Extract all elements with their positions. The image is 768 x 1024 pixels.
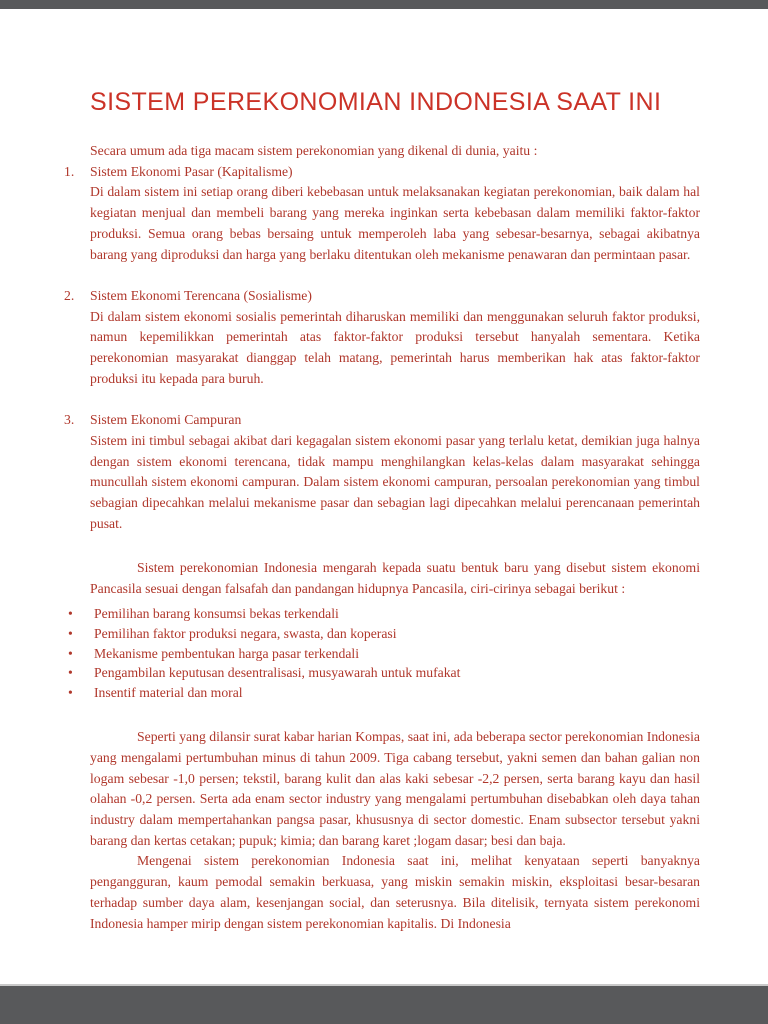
item-number: 2. (64, 287, 75, 303)
item-body: Di dalam sistem ini setiap orang diberi kebebasan untuk melaksanakan kegiatan perekonomian, baik dalam hal kegiatan menjual dan membeli barang yang mereka inginkan serta kebebasan dalam memiliki faktor-faktor produksi. Semua orang bebas bersaing untuk memperoleh laba yang sebesar-besarnya, sebagai akibatnya barang yang diproduksi dan harga yang berlaku ditentukan oleh mekanisme penawaran dan permintaan pasar. (90, 184, 700, 262)
bullet-text: Pemilihan faktor produksi negara, swasta, dan koperasi (94, 625, 397, 641)
kompas-paragraph: Seperti yang dilansir surat kabar harian Kompas, saat ini, ada beberapa sector perekonomian Indonesia yang mengalami pertumbuhan minus di tahun 2009. Tiga cabang tersebut, yakni semen dan bahan galian non logam sebesar -1,0 persen; tekstil, barang kulit dan alas kaki sebesar -2,2 persen, serta barang kayu dan hasil olahan -0,2 persen. Serta ada enam sector industry yang mengalami pertumbuhan disebabkan oleh daya tahan industry dalam mempertahankan pangsa pasar, khususnya di sector domestic. Enam subsector tersebut yakni barang dan kertas cetakan; pupuk; kimia; dan barang karet ;logam dasar; besi dan baja. (90, 729, 700, 848)
numbered-item-3 (64, 410, 700, 534)
item-number: 3. (64, 412, 75, 428)
page-content (0, 9, 768, 934)
bullet-icon: • (68, 645, 73, 661)
list-item (68, 644, 700, 664)
closing-paragraph: Mengenai sistem perekonomian Indonesia saat ini, melihat kenyataan seperti banyaknya pengangguran, kaum pemodal semakin berkuasa, yang miskin semakin miskin, eksploitasi besar-besaran terhadap sumber daya alam, kesenjangan social, dan seterusnya. Bila ditelisik, ternyata sistem perekonomi Indonesia hamper mirip dengan sistem perekonomian kapitalis. Di Indonesia (90, 853, 700, 931)
document-title: SISTEM PEREKONOMIAN INDONESIA SAAT INI (90, 88, 662, 116)
item-number: 1. (64, 163, 75, 179)
list-item (68, 683, 700, 703)
document-page (0, 9, 768, 986)
list-item (68, 663, 700, 683)
bullet-icon: • (68, 625, 73, 641)
item-heading: Sistem Ekonomi Campuran (90, 412, 242, 428)
item-heading: Sistem Ekonomi Terencana (Sosialisme) (90, 287, 312, 303)
bullet-icon: • (68, 665, 73, 681)
bullet-text: Insentif material dan moral (94, 685, 243, 701)
item-body: Di dalam sistem ekonomi sosialis pemerintah diharuskan memiliki dan menggunakan seluruh faktor produksi, namun kepemilikkan pemerintah atas faktor-faktor produksi tersebut hanyalah sementara. Ketika perekonomian masyarakat dianggap telah matang, pemerintah harus memberikan hak atas faktor-faktor produksi itu kepada para buruh. (90, 308, 700, 386)
list-item (68, 604, 700, 624)
bullet-icon: • (68, 685, 73, 701)
numbered-item-1 (64, 162, 700, 266)
bullet-icon: • (68, 605, 73, 621)
bullet-text: Pemilihan barang konsumsi bekas terkendali (94, 605, 339, 621)
bullet-text: Mekanisme pembentukan harga pasar terkendali (94, 645, 360, 661)
item-body: Sistem ini timbul sebagai akibat dari kegagalan sistem ekonomi pasar yang terlalu ketat, demikian juga halnya dengan sistem ekonomi terencana, tidak mampu menghilangkan kelas-kelas dalam masyarakat sehingga muncullah sistem ekonomi campuran. Dalam sistem ekonomi campuran, persoalan perekonomian yang timbul sebagian dipecahkan melalui mekanisme pasar dan sebagian lagi dipecahkan melalui perencanaan pemerintah pusat. (90, 432, 700, 531)
numbered-item-2 (64, 286, 700, 390)
list-item (68, 624, 700, 644)
bullet-text: Pengambilan keputusan desentralisasi, musyawarah untuk mufakat (94, 665, 461, 681)
pancasila-paragraph: Sistem perekonomian Indonesia mengarah kepada suatu bentuk baru yang disebut sistem ekonomi Pancasila sesuai dengan falsafah dan pandangan hidupnya Pancasila, ciri-cirinya sebagai berikut : (90, 560, 700, 597)
intro-paragraph: Secara umum ada tiga macam sistem perekonomian yang dikenal di dunia, yaitu : (90, 143, 538, 158)
pancasila-feature-list (68, 604, 700, 704)
item-heading: Sistem Ekonomi Pasar (Kapitalisme) (90, 163, 293, 179)
